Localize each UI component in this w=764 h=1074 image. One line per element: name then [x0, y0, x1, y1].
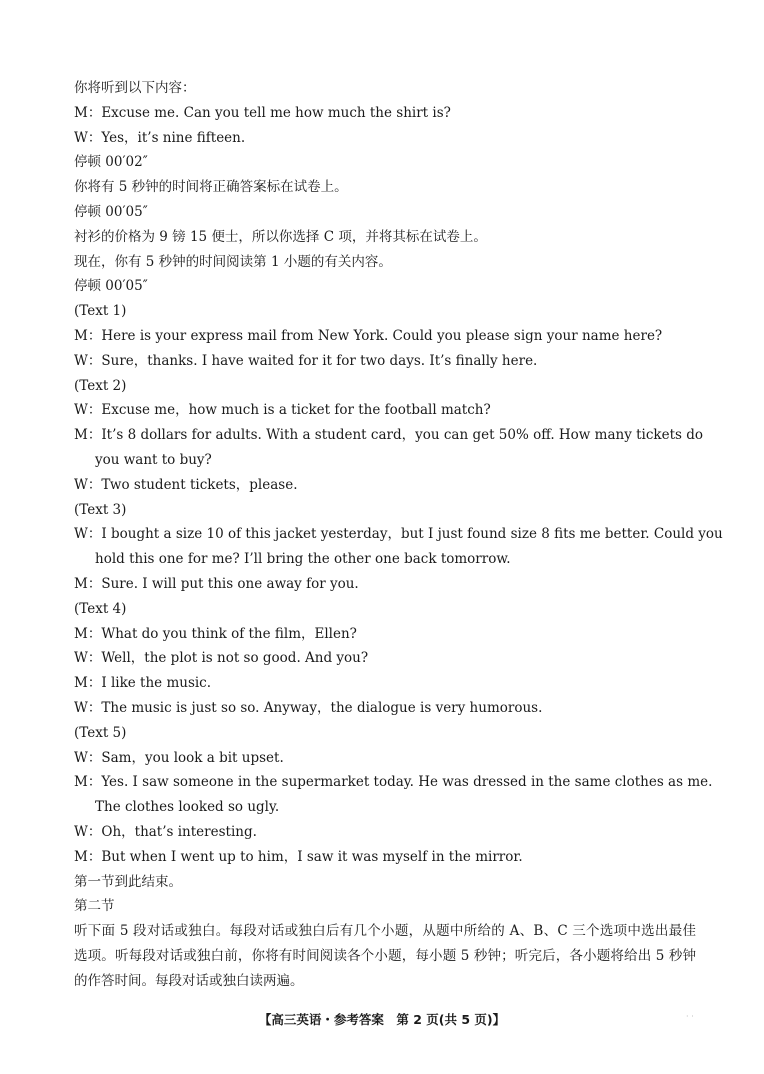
dialogue-line: W：The music is just so so. Anyway，the dialogue is very humorous. [74, 699, 543, 716]
instruction-line: 现在，你有 5 秒钟的时间阅读第 1 小题的有关内容。 [74, 253, 392, 270]
pause-line: 停顿 00′02″ [74, 154, 148, 171]
text-heading: (Text 3) [74, 501, 127, 518]
text-heading: (Text 1) [74, 303, 127, 320]
document-body [74, 76, 723, 993]
dialogue-line: W：Excuse me，how much is a ticket for the football match? [74, 402, 491, 419]
instruction-line: 你将有 5 秒钟的时间将正确答案标在试卷上。 [74, 179, 348, 196]
page-footer: 【高三英语・参考答案 第 2 页(共 5 页)】 [258, 1012, 506, 1027]
section-end-line: 第一节到此结束。 [74, 873, 182, 890]
dialogue-line: M：Sure. I will put this one away for you. [74, 575, 359, 592]
dialogue-continuation: you want to buy? [95, 451, 212, 468]
dialogue-continuation: hold this one for me? I’ll bring the other one back tomorrow. [95, 551, 511, 568]
text-heading: (Text 5) [74, 724, 127, 741]
pause-line: 停顿 00′05″ [74, 278, 148, 295]
text-heading: (Text 2) [74, 377, 127, 394]
intro-line: 你将听到以下内容： [74, 80, 196, 96]
dialogue-line: W：Sam，you look a bit upset. [74, 749, 284, 766]
dialogue-line: M：It’s 8 dollars for adults. With a student card，you can get 50% off. How many tickets do [74, 427, 704, 444]
dialogue-line: M：Yes. I saw someone in the supermarket today. He was dressed in the same clothes as me. [74, 774, 713, 791]
instruction-line: 衬衫的价格为 9 镑 15 便士，所以你选择 C 项，并将其标在试卷上。 [74, 228, 487, 245]
text-heading: (Text 4) [74, 600, 127, 617]
dialogue-line: M：I like the music. [74, 675, 212, 692]
dialogue-line: W：Oh，that’s interesting. [74, 823, 257, 840]
dialogue-line: W：Yes，it’s nine fifteen. [74, 129, 246, 146]
corner-mark: · · [686, 1012, 694, 1021]
dialogue-line: W：Two student tickets，please. [74, 476, 298, 493]
dialogue-line: M：But when I went up to him，I saw it was myself in the mirror. [74, 848, 523, 865]
dialogue-line: M：What do you think of the film，Ellen? [74, 625, 357, 642]
dialogue-line: M：Here is your express mail from New York. Could you please sign your name here? [74, 327, 663, 344]
section-instructions: 听下面 5 段对话或独白。每段对话或独白后有几个小题，从题中所给的 A、B、C 三个选项中选出最佳选项。听每段对话或独白前，你将有时间阅读各个小题，每小题 5 秒钟；听完后，各小题将给出 5 秒钟的作答时间。每段对话或独白读两遍。 [74, 923, 696, 989]
dialogue-line: W：I bought a size 10 of this jacket yesterday，but I just found size 8 fits me better. Could you [74, 526, 723, 543]
section-heading: 第二节 [74, 898, 115, 915]
dialogue-line: W：Well，the plot is not so good. And you? [74, 650, 369, 667]
dialogue-continuation: The clothes looked so ugly. [95, 799, 280, 816]
dialogue-line: M：Excuse me. Can you tell me how much the shirt is? [74, 104, 451, 121]
pause-line: 停顿 00′05″ [74, 203, 148, 220]
dialogue-line: W：Sure，thanks. I have waited for it for two days. It’s finally here. [74, 352, 538, 369]
